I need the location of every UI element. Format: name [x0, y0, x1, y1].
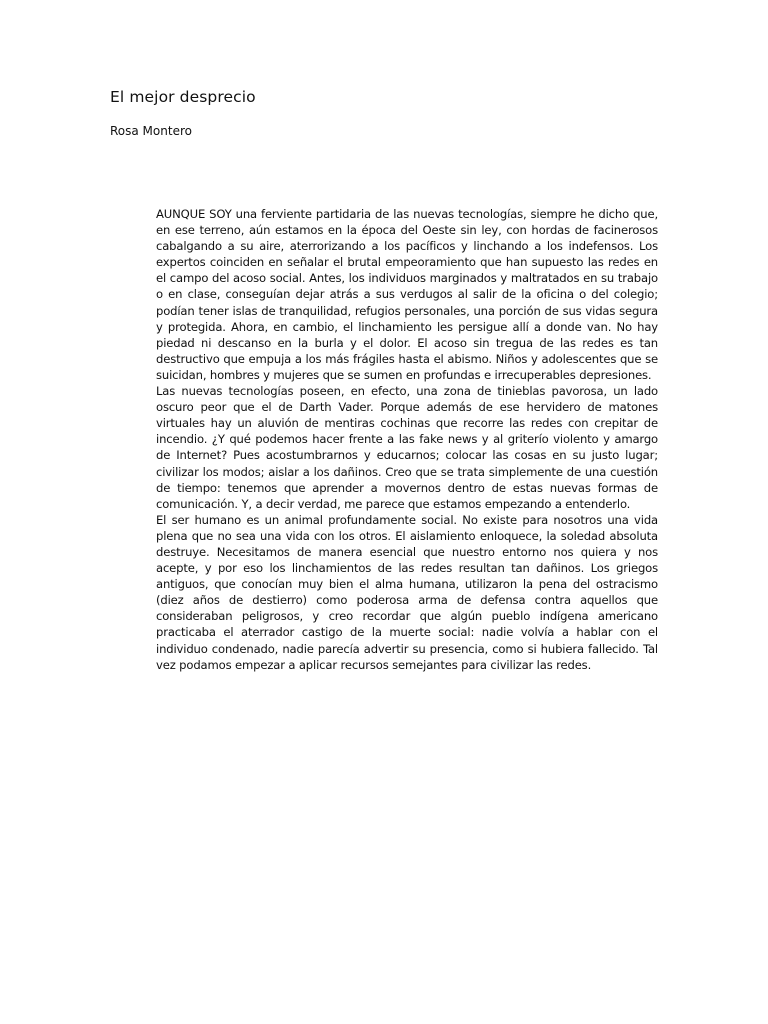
article-body [156, 206, 658, 673]
author-name: Rosa Montero [110, 124, 192, 138]
paragraph-1: AUNQUE SOY una ferviente partidaria de las nuevas tecnologías, siempre he dicho que, en ese terreno, aún estamos en la época del Oeste sin ley, con hordas de facinerosos cabalgando a su aire, aterrorizando a los pacíficos y linchando a los indefensos. Los expertos coinciden en señalar el brutal empeoramiento que han supuesto las redes en el campo del acoso social. Antes, los individuos marginados y maltratados en su trabajo o en clase, conseguían dejar atrás a sus verdugos al salir de la oficina o del colegio; podían tener islas de tranquilidad, refugios personales, una porción de sus vidas segura y protegida. Ahora, en cambio, el linchamiento les persigue allí a donde van. No hay piedad ni descanso en la burla y el dolor. El acoso sin tregua de las redes es tan destructivo que empuja a los más frágiles hasta el abismo. Niños y adolescentes que se suicidan, hombres y mujeres que se sumen en profundas e irrecuperables depresiones. [156, 207, 658, 382]
document-title: El mejor desprecio [110, 88, 256, 106]
paragraph-2: Las nuevas tecnologías poseen, en efecto, una zona de tinieblas pavorosa, un lado oscuro peor que el de Darth Vader. Porque además de ese hervidero de matones virtuales hay un aluvión de mentiras cochinas que recorre las redes con crepitar de incendio. ¿Y qué podemos hacer frente a las fake news y al griterío violento y amargo de Internet? Pues acostumbrarnos y educarnos; colocar las cosas en su justo lugar; civilizar los modos; aislar a los dañinos. Creo que se trata simplemente de una cuestión de tiempo: tenemos que aprender a movernos dentro de estas nuevas formas de comunicación. Y, a decir verdad, me parece que estamos empezando a entenderlo. [156, 384, 658, 511]
paragraph-3: El ser humano es un animal profundamente social. No existe para nosotros una vida plena que no sea una vida con los otros. El aislamiento enloquece, la soledad absoluta destruye. Necesitamos de manera esencial que nuestro entorno nos quiera y nos acepte, y por eso los linchamientos de las redes resultan tan dañinos. Los griegos antiguos, que conocían muy bien el alma humana, utilizaron la pena del ostracismo (diez años de destierro) como poderosa arma de defensa contra aquellos que consideraban peligrosos, y creo recordar que algún pueblo indígena americano practicaba el aterrador castigo de la muerte social: nadie volvía a hablar con el individuo condenado, nadie parecía advertir su presencia, como si hubiera fallecido. Tal vez podamos empezar a aplicar recursos semejantes para civilizar las redes. [156, 512, 658, 672]
